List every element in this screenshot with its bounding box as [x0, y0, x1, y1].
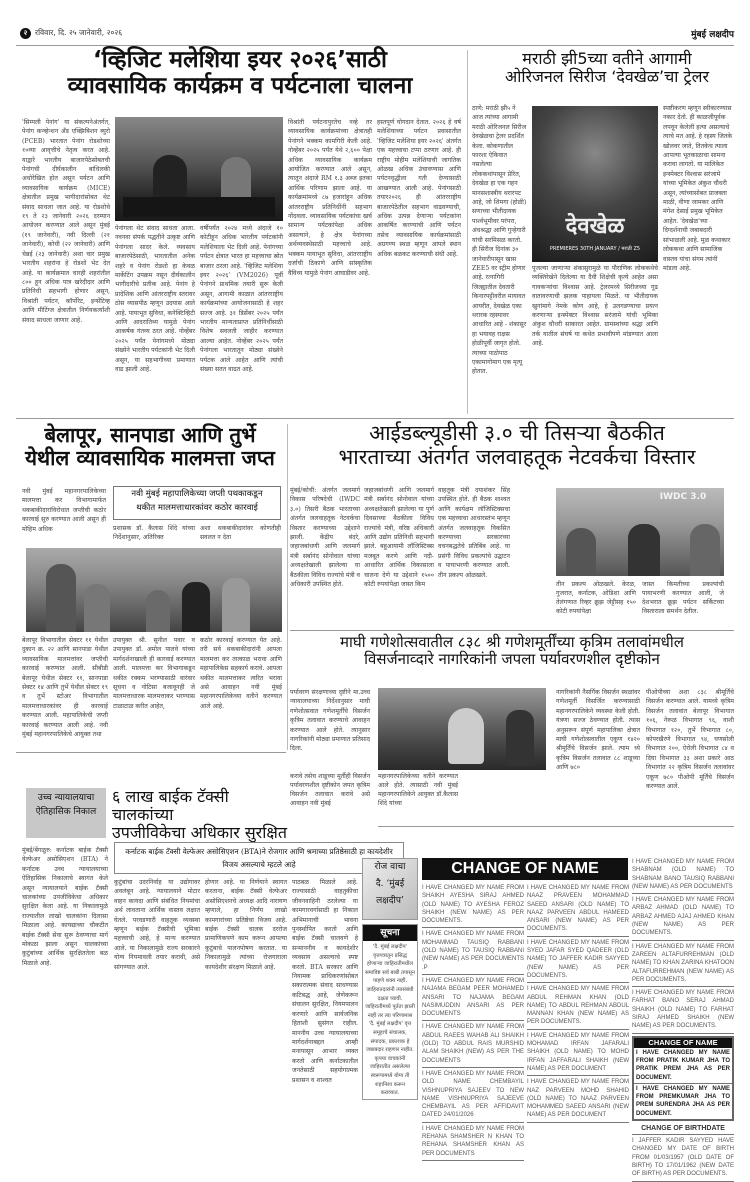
- devkhel-headline-line1: मराठी झी5च्या वतीने आगामी: [522, 49, 692, 68]
- ganesh-caption1: करावे तसेच शाडूच्या मूर्तीही विसर्जन पर्यावरणशील दृष्टीकोन जपत कृत्रिम विसर्जन तलावात करावे असे आवाहन नवी मुंबई: [290, 773, 370, 807]
- change-of-name-header: CHANGE OF NAME: [422, 858, 628, 880]
- court-side-box-text: उच्च न्यायालयाचा ऐतिहासिक निकाल: [35, 793, 97, 817]
- belapur-subhead-line1: नवी मुंबई महापालिकेच्या जप्ती पथकाकडून: [131, 489, 263, 499]
- suchna-body: 'दै. मुंबई लक्षदीप' वृत्तपत्रातून प्रसिद्ध होणाऱ्या जाहिरातीमधील समाविष्ट सर्व बाबी तपासून पाहणे शक्य नाही. जाहिरातदारांनी त्यासंबंधी दक्षता घ्यावी. जाहिरातीमध्ये पूर्तता झाली नाही तर त्या परिणामास 'दै. मुंबई लक्षदीप' वृत्त समूहाचे संचालक, संपादक, प्रकाशक हे जबाबदार राहणार नाहीत. कृपया वाचकांनी जाहिरातीत असलेल्या स्वरूपामध्ये योग्य ती शहानिशा करून कराव्यात.: [365, 944, 415, 1097]
- court-col3: होणार आहे. या निर्णयाने स्वागत करताना, बाईक टॅक्सी वेल्फेअर असोसिएशनचे अध्यक्ष आदि नारायण म्हणाले, हा निर्णय लाखो कामगारांच्या प्रतिष्ठेचा विजय आहे. बाईक टॅक्सी चालक दररोज प्रामाणिकपणे काम करून आपल्या कुटुंबाचे पालनपोषण करतात. या निकालामुळे त्यांच्या रोजगाराला कायदेशीर संरक्षण मिळाले आहे.: [205, 879, 287, 971]
- ganesh-caption2: महानगरपालिकेच्या वतीने करण्यात आले होते. त्यासाठी नवी मुंबई महानगरपालिकेने आयुक्त डॉ.कैलास शिंदे यांच्या: [378, 773, 458, 807]
- malaysia-photo: [115, 117, 283, 221]
- belapur-col2: प्रशासक डॉ. कैलास शिंदे यांच्या निर्देशानुसार, अतिरिक्त: [113, 525, 195, 542]
- promo-line1: रोज वाचा: [374, 862, 406, 872]
- small-box-title: CHANGE OF NAME: [634, 1038, 732, 1048]
- dignitary-2: [628, 524, 660, 576]
- notice: I HAVE CHANGED MY NAME FROM ARBAZ AHMAD (OLD NAME) TO ARBAZ AHMED AJAJ AHMED KHAN (NEW NAME) AS PER DOCUMENTS.: [632, 894, 734, 940]
- court-col1: मुंबई/बेंगळुरु: कर्नाटक बाईक टॅक्सी वेल्फेअर असोसिएशन (BTA) ने कर्नाटक उच्च न्यायालयाच्या ऐतिहासिक निकालाचे स्वागत केले असून न्यायालयाने बाईक टॅक्सी चालकांच्या उपजीविकेचा अधिकार सुरक्षित केला आहे. या निकालामुळे राज्यातील लाखो चालकांना दिलासा मिळाला आहे. कायद्याच्या चौकटीत बाईक टॅक्सी सेवा सुरू ठेवण्याचा मार्ग मोकळा झाला असून चालकांच्या कुटुंबांच्या आर्थिक सुरक्षिततेला बळ मिळाले आहे.: [22, 847, 108, 967]
- dignitary-3: [690, 524, 720, 576]
- paper-name: मुंबई लक्षदीप: [691, 30, 734, 40]
- ganesh-col4: पीओपीच्या अशा ८३८ श्रीमूर्तिंचे विसर्जन करण्यात आले. यामध्ये कृत्रिम विसर्जन तलावांत बेलापूर विभागात १०६, नेरूळ विभागात ९६, वाशी विभागात १२०, तुर्भे विभागात ८०, कोपरखैरणे विभागात ९४, घणसोली विभागात २००, ऐरोली विभागात ८४ व दिघा विभागात ३३ अशा प्रकारे आठ विभागांत २२ कृत्रिम विसर्जन तलावांवर एकूण ७८० पीओपी मूर्तिंचे विसर्जन करण्यात आले.: [646, 689, 734, 791]
- con-col3: [632, 856, 734, 1178]
- iwdc-headline: [290, 422, 744, 484]
- notice: I HAVE CHANGED MY NAME FROM SYED JAFAR SYED QADEER (OLD NAME) TO JAFFER KADIR SAYYED (NEW NAME) AS PER DOCUMENTS.: [527, 937, 629, 983]
- suchna-box: [362, 924, 418, 1100]
- iwdc-col2: जहाजबांधणी आणि जलमार्ग मंत्री सर्बानंद सोनोवाल यांच्या अध्यक्षतेखाली झालेल्या या पूर्ण दिवसाच्या बैठकीला विविध राज्यांचे मंत्री, वरिष्ठ अधिकारी आणि उद्योग प्रतिनिधी सहभागी झाले. बहुआयामी लॉजिस्टिक्स मजबूत करणे आणि नदी-आधारित आर्थिक विकासाला चालना देणे या उद्देशाने १५०० कोटी रुपयांपेक्षा जास्त किम: [364, 487, 434, 589]
- court-subhead-box: [114, 842, 404, 874]
- court-headline: [112, 787, 292, 842]
- masthead: [0, 22, 750, 46]
- malaysia-col2: पेनांगला थेट संवाद साधता आला. नवनवा संपर्क पद्धतीने उत्कृष्ट आणि पेनांगला सादर केले. व्यवसाय बाजारपेठेसाठी, भारतातील अनेक शहरे व पेनांग रोडशो हा केवळ मार्केटिंग उपक्रम नसून दीर्घकालीन भागीदारीचे प्रतीक आहे. पेनांग हे प्रादेशिक आणि आंतरराष्ट्रीय स्तरावर ठोस व्यासपीठ म्हणून उदयास आले आहे. पायाभूत सुविधा, कनेक्टिव्हिटी आणि आदरातिथ्य यामुळे पेनांग आकर्षक गंतव्य ठरत आहे. नोव्हेंबर २०२५ पर्यंत पेनांगमध्ये मोठ्या संख्येने भारतीय पर्यटकांनी भेट दिली असून, या सहभागीच्या प्रमाणात वाढ झाली आहे.: [115, 225, 195, 374]
- ganesh-headline-line1: माघी गणेशोत्सवातील ८३८ श्री गणेशमूर्तींच्या कृत्रिम तलावांमधील: [340, 633, 684, 651]
- iwdc-col3: वाहतूक मंत्री दयाशंकर सिंह उपस्थित होते. ही बैठक शाश्वत आणि कार्यक्षम लॉजिस्टिक्सचा एक महत्त्वाचा आधारस्तंभ म्हणून अंतर्गत जलवाहतूक विकसित करण्याच्या सरकारच्या वचनबद्धतेचे प्रतिबिंब आहे. या प्रसंगी विविध प्रकल्पांचे उद्घाटन व पायाभरणी करण्यात आली. तीन प्रकल्प ओळखले.: [438, 487, 510, 579]
- malaysia-headline-line2: व्यावसायिक कार्यक्रम व पर्यटनाला चालना: [67, 72, 413, 99]
- malaysia-headline-line1: ‘व्हिजिट मलेशिया इयर २०२६’साठी: [93, 47, 387, 73]
- devkhel-poster: [532, 106, 658, 262]
- iwdc-headline-line1: आईडब्ल्यूडीसी ३.० ची तिसऱ्या बैठकीत: [369, 421, 665, 445]
- iwdc-col1: मुंबई/कोची: अंतर्गत जलमार्ग विकास परिषदेची (IWDC ३.०) तिसरी बैठक भारताच्या अंतर्गत जलवाहतूक नेटवर्कचा विस्तार करण्याच्या उद्देशाने झाली. केंद्रीय बंदरे, जहाजबांधणी आणि जलमार्ग मंत्री सर्बानंद सोनोवाल यांच्या अध्यक्षतेखाली झालेल्या या बैठकीला विविध राज्यांचे मंत्री व अधिकारी उपस्थित होते.: [290, 487, 360, 589]
- officer-2: [84, 584, 110, 632]
- court-col4: पाठबळ मिळाले आहे. राज्यासाठी वाहतुकीचा जीवनवाहिनी ठरलेल्या या कामगारवर्गासाठी हा निकाल अभिमानाची भावना पुनर्स्थापित करतो आणि बाईक टॅक्सी चालवणे हे सन्माननीय व कायदेशीर व्यवसाय असल्याचे स्पष्ट करतो. BTA सरकार आणि नियामक प्राधिकरणांसोबत सकारात्मक संवाद साधण्यास कटिबद्ध आहे, जेणेकरून संचालन सुरक्षित, नियमपालन करणारे आणि सार्वजनिक हिताशी सुसंगत राहील. माननीय उच्च न्यायालयाच्या मार्गदर्शनाबद्दल आम्ही मनापासून आभार व्यक्त करतो आणि कर्नाटकातील जनतेसाठी सहयोगात्मक प्रशासन व शाश्वत: [292, 879, 358, 1084]
- column-divider: [287, 424, 288, 750]
- dignitary-1: [566, 528, 596, 576]
- iwdc-headline-line2: भारताच्या अंतर्गत जलवाहतूक नेटवर्कचा विस्तार: [338, 444, 696, 469]
- notice: I HAVE CHANGED MY NAME FROM MOHAMAD IRFAN JAFARALI SHAIKH (OLD NAME) TO MOHD IRFAN JAFFARALI SHAIKH (NEW NAME) AS PER DOCUMENT: [527, 1030, 629, 1076]
- malaysia-headline: [20, 48, 460, 112]
- promo-line2: दै. ‘मुंबई: [375, 879, 405, 889]
- devkhel-col1: ठाणे: मराठी झी५ ने आज त्यांच्या आगामी मराठी ओरिजनल सिरीज देवखेळचा ट्रेलर प्रदर्शित केला. कोकणातील फारशा ऐकिवात नसलेल्या लोककथांपासून प्रेरित, देवखेळ हा एक गहन मानसशास्त्रीय थरारपट आहे, जो शिमगा (होळी) सणाच्या भीतीदायक पार्श्वभूमीवर परंपरा, अंधश्रद्धा आणि गुन्हेगारी यांची सरमिसळ करतो. ही सिरीज दिनांक ३० जानेवारीपासून खास ZEE5 वर स्ट्रीम होणार आहे. रत्नागिरी जिल्ह्यातील देवतारी किनारपट्टीवरील मायावत आयरीत, देवखेळ एका थरारक रहस्यावर आधारित आहे - शंकासुर हा भयावह राक्षस होळीपूर्वी जागृत होतो. त्याच्या पाठोपाठ एकामागोमाग एक मृत्यू होतात.: [472, 105, 527, 376]
- ganesh-headline-line2: विसर्जनाव्दारे नागरिकांनी जपला पर्यावरणशील दृष्टीकोन: [364, 649, 660, 668]
- con-col1: [422, 882, 524, 1157]
- volunteer: [506, 710, 534, 766]
- officer-3: [146, 590, 170, 632]
- notice: I JAFFER KADIR SAYYED HAVE CHANGED MY DATE OF BIRTH FROM 01/03/1957 (OLD DATE OF BIRTH) TO 17/01/1962 (NEW DATE OF BIRTH) AS PER DOCUMENTS.: [632, 1135, 734, 1181]
- malaysia-col3: वर्षीपर्यंत २०२४ मध्ये अंदाजे १० कोटीहून अधिक भारतीय पर्यटकांनी मलेशियाला भेट दिली आहे. पेनांगच्या पर्यटन क्षेत्रात भारत हा महत्त्वाचा स्रोत बाजार ठरला आहे. 'व्हिजिट मलेशिया इयर २०२६' (VM2026) पूर्वी पेनांगने प्राथमिक तयारी सुरू केली असून, आगामी काळात आंतरराष्ट्रीय कार्यक्रमांच्या आयोजनासाठी हे शहर सज्ज आहे. ३१ डिसेंबर २०२५ पर्यंत भारतीय मान्यताप्राप्त प्रतिनिधींसाठी विशेष सवलती जाहीर करण्यात आल्या आहेत. नोव्हेंबर २०२५ पर्यंत पेनांगला भारतातून मोठ्या संख्येने पर्यटक आले आहेत आणि त्यांची संख्या सतत वाढत आहे.: [200, 225, 283, 374]
- section-rule: [378, 826, 734, 827]
- promo-line3: लक्षदीप’: [376, 896, 404, 906]
- notice: I HAVE CHANGED MY NAME FROM PREMKUMAR JHA TO PREM SURENDRA JHA AS PER DOCUMENT.: [636, 1085, 730, 1117]
- belapur-headline-line1: बेलापूर, सानपाडा आणि तुर्भे: [44, 423, 256, 447]
- notice: I HAVE CHANGED MY NAME FROM REHANA SHAMSHER N KHAN TO REHANA SHAMSHER KHAN AS PER DOCUMENTS: [422, 1123, 524, 1161]
- ganesh-col1: पर्यावरण संरक्षणाच्या दृष्टीने मा.उच्च न्यायालयाच्या निर्देशानुसार माघी गणेशोत्सवात गणेशमूर्तींचे विसर्जन कृत्रिम तलावात करण्याचे आवाहन करण्यात आले होते. त्यानुसार नागरिकांनी मोठ्या प्रमाणात प्रतिसाद दिला.: [290, 689, 370, 753]
- malaysia-col5: हस्तपूर्ण योगदान देतात. २०२६ हे वर्ष मलेशियाच्या पर्यटन प्रवासातील 'व्हिजिट मलेशिया इयर २०२६' अंतर्गत एक महत्त्वाचा टप्पा ठरणार आहे. ही राष्ट्रीय मोहीम मलेशियाची जागतिक ओळख अधिक उंचावण्यास आणि पर्यटनवृद्धीला गती देण्यासाठी आखण्यात आली आहे. पेनांगसाठी तयार२०२६ ही आंतरराष्ट्रीय बाजारपेठेतील सहभाग वाढवण्याची, अधिक उत्पन्न देणाऱ्या पर्यटकांना आकर्षित करण्याची आणि पर्यटन तसेच व्यावसायिक कार्यक्रमांसाठी अग्रगण्य स्थळ म्हणून आपले स्थान अधिक बळकट करण्याची संधी आहे.: [377, 119, 461, 258]
- notice: I HAVE CHANGED MY NAME FROM SHABNAM (OLD NAME) TO SHABNAM BANO TAUSIQ RABBANI (NEW NAME) AS PER DOCUMENTS: [632, 856, 734, 894]
- notice: I HAVE CHANGED MY NAME FROM NAZ PARVEEN MOHD SHAHID (OLD NAME) TO NAAZ PARVEEN MOHAMMED SAEED ANSARI (NEW NAME) AS PER DOCUMENT: [527, 1076, 629, 1122]
- ganesh-photo: [378, 688, 546, 770]
- notice: I HAVE CHANGED MY NAME FROM MOHAMMAD TAUSIQ RABBANI (OLD NAME) TO TAUSIQ RABBANI (NEW NAME) AS PER DOCUMENTS .P: [422, 928, 524, 974]
- masthead-rule: [16, 45, 734, 46]
- belapur-lower-col1: बेलापूर विभागातील सेक्टर ११ येथील दुकान क्र. २२ आणि सानपाडा येथील व्यावसायिक मालमत्तांवर जप्तीची कारवाई करण्यात आली. सीबीडी बेलापूर येथील सेक्टर ११, सानपाडा सेक्टर १४ आणि तुर्भे येथील सेक्टर १९ व तुर्भे स्टोअर विभागातील मालमत्ताधारकांवर ही कारवाई करण्यात आली. महापालिकेची जप्ती कारवाई करण्यात आली आहे. नवी मुंबई महानगरपालिकेचे आयुक्त तथा: [22, 637, 108, 739]
- con-col2: [527, 882, 629, 1119]
- person-left: [153, 155, 187, 203]
- iwdc-caption-left: तीन प्रकल्प ओळखले. केरळ, गुजरात, कर्नाटक, ओडिशा आणि तेलंगणात रिव्हर क्रूझ जेट्टीसह १५० कोटी रुपयांपेक्षा: [556, 581, 636, 615]
- devkhel-headline: [470, 50, 744, 110]
- section-rule: [290, 630, 734, 631]
- notice: I HAVE CHANGED MY NAME FROM FARHAT BANO SERAJ AHMAD SHAIKH (OLD NAME) TO FARHAT SIRAJ AHMED SHAIKH (NEW NAME) AS PER DOCUMENTS.: [632, 987, 734, 1033]
- notice: I HAVE CHANGED MY NAME FROM SHAIKH AYESHA SIRAJ AHMED (OLD NAME) TO AYESHA FEROZ SHAIKH (NEW NAME) AS PER DOCUMENTS.: [422, 882, 524, 928]
- notice: I HAVE CHANGED MY NAME FROM ZAREEN ALTAFURREHMAN (OLD NAME) TO KHAN ZARINA KHATOON ALTAFURREHMAN (NEW NAME) AS PER DOCUMENTS.: [632, 941, 734, 987]
- belapur-headline-line2: येथील व्यावसायिक मालमत्ता जप्त: [25, 445, 275, 470]
- malaysia-col1: 'सिम्पली पेनांग' या संकल्पनेअंतर्गत, पेनांग कन्व्हेन्शन अँड एक्झिबिशन ब्युरो (PCEB) भारतात पेनांग रोडशोच्या १०व्या आवृत्तीचे नेतृत्व करत आहे. याद्वारे भारतीय बाजारपेठेसोबतची पेनांगची दीर्घकालीन बांधिलकी अधोरेखित होत असून पर्यटन आणि व्यावसायिक कार्यक्रम (MICE) क्षेत्रातील प्रमुख भागीदारांसोबत थेट संवाद साधला जात आहे. या रोडशोचे १९ ते २३ जानेवारी २०२६ दरम्यान आयोजन करण्यात आले असून मुंबई (१९ जानेवारी), नवी दिल्ली (२१ जानेवारी), कोची (२२ जानेवारी) आणि चेन्नई (२३ जानेवारी) अशा चार प्रमुख भारतीय शहरांना हे रोडशो भेट देत आहे. या कार्यक्रमात चारही शहरांतील ८०० हून अधिक पात्र खरेदीदार आणि प्रतिनिधी सहभागी होणार असून, विश्रांती पर्यटन, कॉर्पोरेट, इन्सेंटिव्ह आणि मीटिंग्ज क्षेत्रातील निर्णयकर्त्यांशी संवाद साधला जाणार आहे.: [22, 119, 110, 324]
- court-subhead-text: कर्नाटक बाईक टॅक्सी वेल्फेअर असोसिएशन (BTA)ने रोजगार आणि श्रमाच्या प्रतिष्ठेसाठी हा कायदेशीर विजय असल्याचे म्हटले आहे: [125, 847, 393, 869]
- issue-date: रविवार, दि. २५ जानेवारी, २०२६: [35, 28, 123, 37]
- court-side-box: [26, 788, 106, 838]
- page-number-badge: २: [20, 28, 31, 39]
- belapur-headline: [20, 424, 280, 482]
- court-headline-line2: उपजीविकेचा अधिकार सुरक्षित: [112, 822, 287, 842]
- devkhel-headline-line2: ओरिजनल सिरीज ‘देवखेळ’चा ट्रेलर: [504, 66, 709, 86]
- notice: I HAVE CHANGED MY NAME FROM NAAZ PRAVEEN MOHAMMAD SAEED ANSARI (OLD NAME) TO NAAZ PARVEEN ABDUL HAMEED ANSARI (NEW NAME) AS PER DOCUMENTS.: [527, 882, 629, 937]
- iwdc-photo: [556, 488, 724, 576]
- table-front: [123, 197, 275, 217]
- poster-title: देवखेळ: [565, 214, 625, 239]
- belapur-col3: अशा थकबाकीदारांवर कोणतीही सवलत न देता: [200, 525, 281, 542]
- notice: I HAVE CHANGED MY NAME FROM ABDUL REHMAN KHAN (OLD NAME) TO ABDUL REHMAN ABDUL MANNAN KHAN (NEW NAME) AS PER DOCUMENTS.: [527, 983, 629, 1029]
- promo-box: [362, 858, 418, 920]
- notice: I HAVE CHANGED MY NAME FROM OLD NAME CHEMBAYIL VISHNUPRIYA SAJEEV TO NEW NAME VISHNUPRIYA SAJEEVE CHEMBAYIL AS PER AFFIDAVIT DATED 24/01/2026: [422, 1068, 524, 1123]
- iwdc-caption-right: जास्त किमतीच्या प्रकल्पांची पायाभरणी करण्यात आली, जे देशभरात क्रूझ पर्यटन सर्किटच्या विस्ताराला समर्थन देतील.: [642, 581, 724, 615]
- suchna-title: सूचना: [363, 925, 417, 941]
- belapur-subhead-line2: थकीत मालमत्ताधारकांवर कठोर कारवाई: [136, 503, 258, 513]
- poster-strip: PREMIERES 30TH JANUARY / मराठी Z5: [549, 246, 641, 252]
- ganesh-headline: [290, 634, 734, 682]
- belapur-lower-col2: उपायुक्त श्री. सुनील पवार व उपायुक्त डॉ. अमोल पालवे यांच्या मार्गदर्शनाखाली ही कारवाई करण्यात आली. मालमत्ता कर विभागाकडून थकीत रक्कम भरण्यासाठी वारंवार सूचना व नोटिसा बजावूनही जे मालमत्ताधारक मालमत्ताकर भरण्यास टाळाटाळ करीत आहेत,: [113, 637, 195, 710]
- court-col2: कुटुंबांचा उदरनिर्वाह या उद्योगावर अवलंबून आहे. न्यायालयाने मोटार वाहन कायदा आणि संबंधित नियमांचा अर्थ लावताना आर्थिक वास्तव लक्षात घेतले. परवडणारी वाहतूक व्यवस्था म्हणून बाईक टॅक्सीची भूमिका महत्त्वाची आहे, हे मान्य करण्यात आले. या निकालामुळे राज्य सरकारने योग्य नियमावली तयार करावी, असे सांगण्यात आले.: [114, 879, 200, 971]
- ganesh-idol: [448, 708, 484, 764]
- belapur-col1: नवी मुंबई महानगरपालिकेच्या मालमत्ता कर विभागामार्फत थकबाकीदारांविरोधात जप्तीची कठोर कारवाई सुरु करण्यात आली असून ही मोहिम अधिक: [22, 488, 106, 533]
- birthdate-title: CHANGE OF BIRTHDATE: [632, 1123, 734, 1135]
- iwdc-banner: IWDC 3.0: [659, 492, 707, 502]
- belapur-lower-col3: कठोर कारवाई करण्यात येत आहे. तरी सर्व थकबाकीदारांनी आपला मालमत्ता कर तात्काळ भरावा आणि महापालिकेस सहकार्य करावे. आपला थकीत मालमत्ताकर त्वरित भरावा असे आवाहन नवी मुंबई महानगरपालिकेच्या वतीने करण्यात आले आहे.: [200, 637, 282, 710]
- belapur-photo: [26, 548, 282, 632]
- section-rule: [16, 752, 286, 753]
- section-rule: [16, 418, 734, 419]
- devkhel-col2: पूजल्या जाणाऱ्या शंकासुरामुळे या पौराणिक लोककथेचे व्यक्तिरेखेने दिलेल्या या दैवी शिक्षेची कृत्ये आहेत असा गावकऱ्यांचा विश्वास आहे. ट्रेलरमध्ये सिरीजच्या गूढ वातावरणाची झलक पाहायला मिळते. या भीतीदायक खुनांमागे नेमके कोण आहे, हे उलगडण्याचा प्रयत्न करणाऱ्या इन्स्पेक्टर विश्वास सरंजामे यांची भूमिका अंकुश चौधरी साकारत आहेत. ग्रामस्थांच्या श्रद्धा आणि तर्क यातील संघर्ष या कथेत प्रभावीपणे मांडण्यात आला आहे.: [532, 265, 658, 348]
- column-divider: [467, 50, 468, 414]
- officer-4: [182, 582, 210, 632]
- court-headline-line1: ६ लाख बाईक टॅक्सी चालकांच्या: [112, 787, 229, 824]
- devkhel-col3: स्पष्टीकरण म्हणून स्वीकारण्यास नकार देतो. ही काळजीपूर्वक लपवून केलेली हत्या असल्याचे त्याचे मत आहे. हे रहस्य जितके खोलवर जाते, तितकेच त्याला आपल्या भूतकाळाचा सामना करावा लागतो. या मालिकेत इन्स्पेक्टर विश्वास सरंजामे यांच्या भूमिकेत अंकुश चौधरी असून, त्यांच्यासोबत प्राजक्ता माळी, वीणा जामकर आणि मंगेश देसाई प्रमुख भूमिकेत आहेत. 'देवखेळ'च्या दिग्दर्शनाची जबाबदारी सांभाळली आहे. मुळ कथाकार लोककथा आणि सामाजिक वास्तव यांचा संगम त्यांनी मांडला आहे.: [663, 105, 733, 272]
- officer-1: [46, 564, 76, 632]
- belapur-subhead-box: [113, 486, 281, 520]
- officer-5: [222, 578, 250, 632]
- small-change-of-name-box: [632, 1036, 734, 1121]
- malaysia-col4: विश्रांती पर्यटनापुरतेच नव्हे तर व्यावसायिक कार्यक्रमांच्या क्षेत्रातही पेनांगने भक्कम कामगिरी केली आहे. नोव्हेंबर २०२५ पर्यंत येथे २,६०० पेक्षा अधिक व्यावसायिक कार्यक्रम आयोजित करण्यात आले असून, त्यातून अंदाजे RM १.३ अब्ज इतका आर्थिक परिणाम झाला आहे. या कार्यक्रमांमध्ये ८७ हजारांहून अधिक आंतरराष्ट्रीय प्रतिनिधींनी सहभाग नोंदवला. व्यावसायिक पर्यटकांचा खर्च सामान्य पर्यटकांपेक्षा अधिक असल्याने, हे क्षेत्र पेनांगच्या अर्थव्यवस्थेसाठी महत्त्वाचे आहे. भक्कम पायाभूत सुविधा, आंतरराष्ट्रीय दर्जाची ठिकाणे आणि सांस्कृतिक वैविध्य यामुळे पेनांग आघाडीवर आहे.: [288, 119, 372, 277]
- notice: I HAVE CHANGED MY NAME FROM PRATIK KUMAR JHA TO PRATIK PREM JHA AS PER DOCUMENT.: [634, 1048, 732, 1084]
- notice: I HAVE CHANGED MY NAME FROM NAJAMA BEGAM PEER MOHAMED ANSARI TO NAJAMA BEGAM NASIMUDDIN ANSARI AS PER DOCUMENTS: [422, 975, 524, 1021]
- notice: I HAVE CHANGED MY NAME FROM ABDUL RAEES WAHAB ALI SHAIKH (OLD) TO ABDUL RAIS MURSHID ALAM SHAIKH (NEW) AS PER THE DOCUMENTS: [422, 1021, 524, 1067]
- ganesh-col3: नागरिकांनी नैसर्गिक विसर्जन स्थळांवर गणेशमूर्ती विसर्जित करण्यासाठी महानगरपालिकेने व्यवस्था केली होती. यंत्रणा सज्ज ठेवण्यात होती. त्यास अनुसरून संपूर्ण महापालिका क्षेत्रात माघी गणेशोत्सवातील एकूण १४२० श्रीमूर्तिंचे विसर्जन झाले. त्याम ध्ये कृत्रिम विसर्जन तलावात ८८ शाडूच्या आणि ७८०: [556, 689, 640, 772]
